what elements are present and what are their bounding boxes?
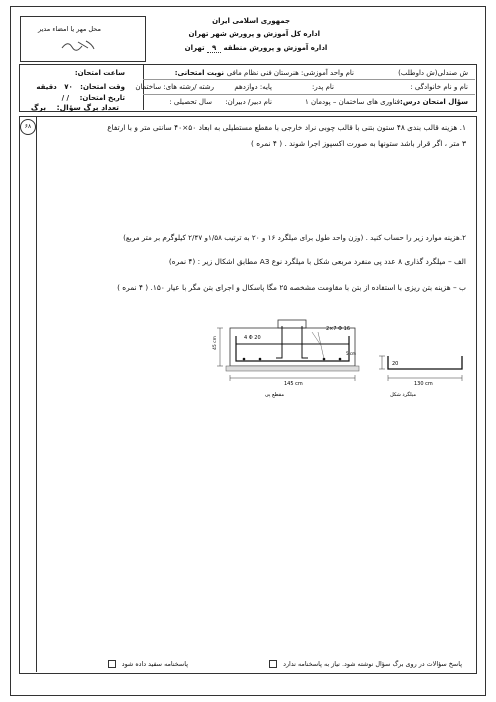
- question-2-line-1: ۲.هزینه موارد زیر را حساب کنید . (وزن واحد طول برای میلگرد ۱۶ و ۲۰ به ترتیب ۱/۵۸و ۲/۴۷ کیلوگرم بر متر مربع): [123, 233, 466, 242]
- student-name-label: نام و نام خانوادگی :: [410, 83, 468, 91]
- field-label: رشته /رشته های: ساختمان: [135, 83, 214, 91]
- info-row-line: [143, 79, 475, 80]
- sheet-count-value: برگ: [30, 103, 47, 112]
- school-name: نام واحد آموزشی: هنرستان فنی نظام مافی: [226, 69, 354, 77]
- bent-bar-drawing: [379, 356, 462, 381]
- footing-width-dim: 145 cm: [284, 381, 303, 387]
- district-city: تهران: [184, 44, 205, 52]
- footer-blank-checkbox[interactable]: [108, 660, 116, 668]
- footing-caption: مقطع پی: [264, 392, 284, 398]
- bar-caption: میلگرد شکل: [390, 392, 416, 398]
- grade-label: پایه: دوازدهم: [234, 83, 272, 91]
- footer-blank: [108, 660, 188, 668]
- district-title: [172, 45, 340, 53]
- question-1-line-1: ۱. هزینه قالب بندی ۴۸ ستون بتنی با قالب چوبی نراد خارجی با مقطع مستطیلی به ابعاد ۵۰×۴۰ سانتی متر و با ارتفاع: [107, 123, 466, 132]
- footing-rebar-figure: [200, 318, 480, 400]
- sheet-count-label: تعداد برگ سؤال:: [56, 103, 119, 112]
- footer-note-text: پاسخ سؤالات در روی برگ سؤال نوشته شود. نیاز به پاسخنامه ندارد: [283, 660, 462, 668]
- signature-mark: [58, 38, 98, 52]
- father-name-label: نام پدر:: [311, 83, 334, 91]
- seal-label: محل مهر یا امضاء مدیر: [38, 25, 101, 33]
- subject-label: سؤال امتحان درس:: [400, 98, 468, 106]
- district-number: ۹: [207, 45, 221, 53]
- footer-note-checkbox[interactable]: [269, 660, 277, 668]
- teacher-label: نام دبیر/ دبیران:: [225, 98, 272, 106]
- bar-width-dim: 130 cm: [414, 381, 433, 387]
- question-2-part-a: الف – میلگرد گذاری ۸ عدد پی منفرد مربعی شکل با میلگرد نوع A3 مطابق اشکال زیر : (۴ نمره): [168, 257, 466, 266]
- footer-note: [269, 660, 462, 668]
- cover-label: 5 cm: [346, 351, 356, 356]
- score-column-divider: [36, 116, 37, 672]
- school-year-label: سال تحصیلی :: [169, 98, 212, 106]
- district-prefix: اداره آموزش و پرورش منطقه: [223, 44, 328, 52]
- bottom-bars-label: 4 Φ 20: [244, 335, 261, 341]
- footer-blank-text: پاسخنامه سفید داده شود: [121, 660, 188, 668]
- score-badge: ۶۸: [20, 119, 36, 135]
- sheet-count: [31, 104, 119, 112]
- top-bars-label: 2×7 Φ 16: [326, 326, 351, 332]
- seat-number-label: ش صندلی(ش داوطلب): [398, 69, 468, 77]
- question-2-part-b: ب – هزینه بتن ریزی با استفاده از بتن با مقاومت مشخصه ۲۵ مگا پاسکال و اجرای بتن مگر با عیار ۱۵۰. ( ۴ نمره ): [117, 283, 466, 292]
- info-row-line: [143, 94, 475, 95]
- duration-label: وقت امتحان:: [80, 83, 125, 91]
- question-1-line-2: ۳ متر ، اگر قرار باشد ستونها به صورت اکسپوز اجرا شوند . ( ۴ نمره ): [251, 139, 466, 148]
- subject-value: فناوری های ساختمان – پودمان ۱: [305, 98, 400, 106]
- duration-unit: دقیقه: [36, 83, 57, 91]
- exam-duration: [36, 84, 125, 91]
- bar-height-dim: 20: [392, 361, 399, 367]
- duration-value: ۷۰: [64, 83, 73, 91]
- office-title: اداره کل آموزش و پرورش شهر تهران: [188, 30, 320, 38]
- date-value: / /: [61, 94, 70, 102]
- footing-height-dim: 45 cm: [213, 335, 218, 350]
- exam-time-label: ساعت امتحان:: [74, 69, 125, 77]
- exam-round-label: نوبت امتحانی:: [174, 69, 224, 77]
- republic-title: جمهوری اسلامی ایران: [212, 17, 290, 25]
- exam-date: [62, 95, 125, 102]
- date-label: تاریخ امتحان:: [79, 94, 125, 102]
